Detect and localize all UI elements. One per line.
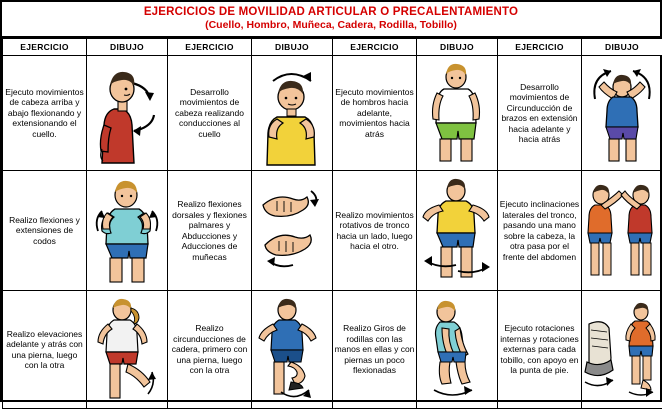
table-row	[3, 291, 662, 409]
exercise-text: Desarrollo movimientos de Circunducción de brazos en extensión hacia adelante y hacia atrás	[498, 56, 582, 171]
column-header-dibujo-1: DIBUJO	[87, 39, 168, 56]
knee-rotation-icon	[418, 294, 496, 406]
exercise-figure-cell	[582, 56, 662, 171]
exercise-figure-cell	[582, 291, 662, 409]
table-header-row	[3, 39, 662, 56]
exercise-text: Realizo movimientos rotativos de tronco hacia un lado, luego hacia el otro.	[333, 171, 417, 291]
page-title: EJERCICIOS DE MOVILIDAD ARTICULAR O PRECALENTAMIENTO	[2, 5, 660, 19]
exercise-figure-cell	[252, 56, 333, 171]
exercise-text: Ejecuto movimientos de hombros hacia adelante, movimientos hacia atrás	[333, 56, 417, 171]
title-bar	[2, 2, 660, 38]
exercise-figure-cell	[582, 171, 662, 291]
exercise-figure-cell	[252, 291, 333, 409]
exercise-figure-cell	[87, 171, 168, 291]
column-header-dibujo-2: DIBUJO	[252, 39, 333, 56]
table-row	[3, 171, 662, 291]
exercise-text: Realizo circunducciones de cadera, primero con una pierna, luego con la otra	[168, 291, 252, 409]
exercise-text: Realizo flexiones dorsales y flexiones palmares y Abducciones y Aducciones de muñecas	[168, 171, 252, 291]
trunk-rotation-icon	[418, 175, 496, 287]
exercise-text: Ejecuto inclinaciones laterales del tronco, pasando una mano sobre la cabeza, la otra pasa por el frente del abdomen	[498, 171, 582, 291]
exercise-table	[2, 38, 662, 409]
arm-circumduction-icon	[583, 59, 661, 167]
column-header-dibujo-3: DIBUJO	[417, 39, 498, 56]
exercise-figure-cell	[252, 171, 333, 291]
exercise-text: Ejecuto movimientos de cabeza arriba y abajo flexionando y extensionando el cuello.	[3, 56, 87, 171]
neck-rotation-icon	[253, 59, 331, 167]
ankle-rotation-icon	[583, 294, 661, 406]
column-header-ejercicio-1: EJERCICIO	[3, 39, 87, 56]
elbow-flexion-icon	[88, 175, 166, 287]
exercise-figure-cell	[417, 171, 498, 291]
exercise-figure-cell	[87, 56, 168, 171]
table-row	[3, 56, 662, 171]
column-header-dibujo-4: DIBUJO	[582, 39, 662, 56]
leg-swing-icon	[88, 294, 166, 406]
exercise-text: Realizo flexiones y extensiones de codos	[3, 171, 87, 291]
exercise-text: Realizo Giros de rodillas con las manos en ellas y con piernas un poco flexionadas	[333, 291, 417, 409]
exercise-figure-cell	[417, 291, 498, 409]
column-header-ejercicio-4: EJERCICIO	[498, 39, 582, 56]
neck-flexion-extension-icon	[88, 59, 166, 167]
lateral-trunk-bend-icon	[583, 175, 661, 287]
exercise-figure-cell	[87, 291, 168, 409]
wrist-hands-icon	[253, 175, 331, 287]
column-header-ejercicio-3: EJERCICIO	[333, 39, 417, 56]
exercise-text: Realizo elevaciones adelante y atrás con una pierna, luego con la otra	[3, 291, 87, 409]
column-header-ejercicio-2: EJERCICIO	[168, 39, 252, 56]
exercise-text: Desarrollo movimientos de cabeza realizando conducciones al cuello	[168, 56, 252, 171]
hip-circumduction-icon	[253, 294, 331, 406]
exercise-text: Ejecuto rotaciones internas y rotaciones externas para cada tobillo, con apoyo en la punta de pie.	[498, 291, 582, 409]
page-subtitle: (Cuello, Hombro, Muñeca, Cadera, Rodilla, Tobillo)	[2, 19, 660, 32]
exercise-figure-cell	[417, 56, 498, 171]
shoulder-forward-back-icon	[418, 59, 496, 167]
